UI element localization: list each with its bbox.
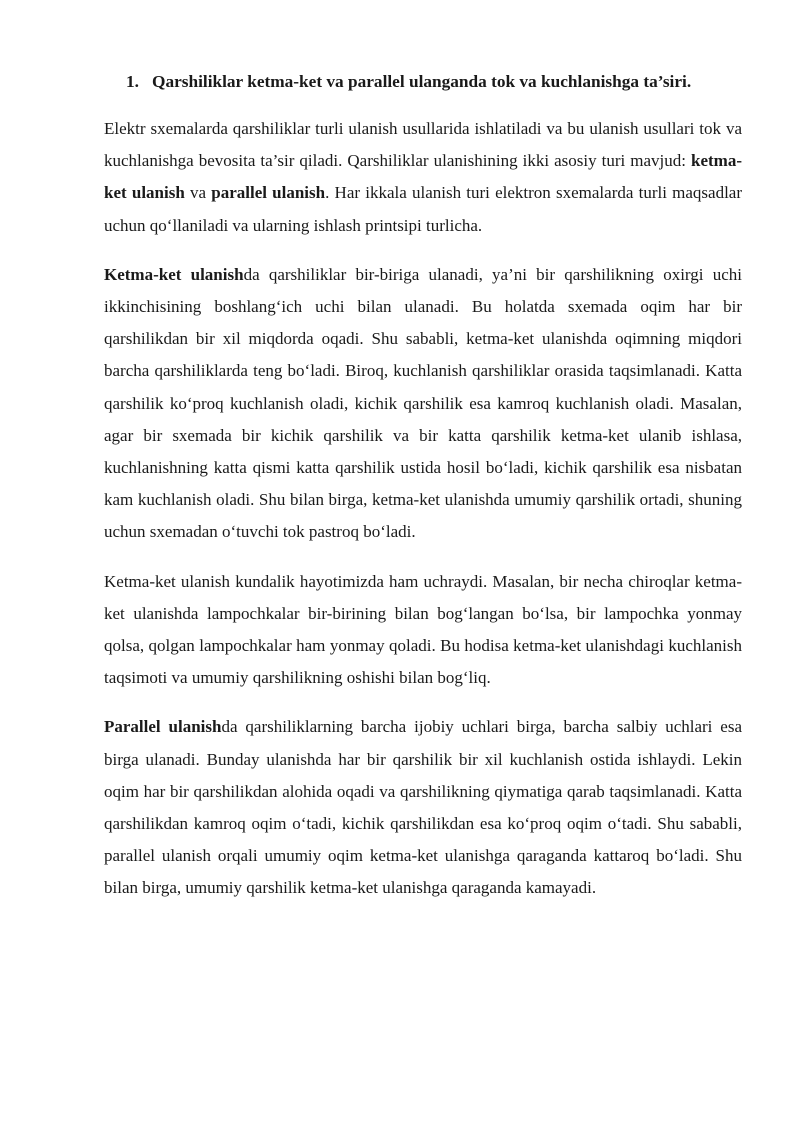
paragraph-text: da qarshiliklarning barcha ijobiy uchlari birga, barcha salbiy uchlari esa birga ulanadi. Bunday ulanishda har bir qarshilik bir xil kuchlanish ostida ishlaydi. Lekin oqim har bir qarshilikdan alohida oqadi va qarshilikning qiymatiga qarab taqsimlanadi. Katta qarshilikdan kamroq oqim o‘tadi, kichik qarshilikdan esa ko‘proq oqim o‘tadi. Shu sababli, parallel ulanish orqali umumiy oqim ketma-ket ulanishga qaraganda kattaroq bo‘ladi. Shu bilan birga, umumiy qarshilik ketma-ket ulanishga qaraganda kamayadi. [104, 717, 742, 898]
paragraph-text: da qarshiliklar bir-biriga ulanadi, ya’ni bir qarshilikning oxirgi uchi ikkinchisining boshlang‘ich uchi bilan ulanadi. Bu holatda sxemada oqim har bir qarshilikdan bir xil miqdorda oqadi. Shu sababli, ketma-ket ulanishda oqimning miqdori barcha qarshiliklarda teng bo‘ladi. Biroq, kuchlanish qarshiliklar orasida taqsimlanadi. Katta qarshilik ko‘proq kuchlanish oladi, kichik qarshilik esa kamroq kuchlanish oladi. Masalan, agar bir sxemada bir kichik qarshilik va bir katta qarshilik ketma-ket ulanib ishlasa, kuchlanishning katta qismi katta qarshilik ustida hosil bo‘ladi, kichik qarshilik esa nisbatan kam kuchlanish oladi. Shu bilan birga, ketma-ket ulanishda umumiy qarshilik ortadi, shuning uchun sxemadan o‘tuvchi tok pastroq bo‘ladi. [104, 264, 742, 542]
paragraph-intro [104, 113, 742, 242]
term-parallel: Parallel ulanish [104, 717, 222, 737]
paragraph-series [104, 259, 742, 549]
document-page [104, 70, 742, 922]
term-series-connection: ketma-ket ulanish [104, 151, 742, 203]
paragraph-text: . Har ikkala ulanish turi elektron sxemalarda turli maqsadlar uchun qo‘llaniladi va ularning ishlash printsipi turlicha. [104, 183, 742, 235]
paragraph-text: Elektr sxemalarda qarshiliklar turli ulanish usullarida ishlatiladi va bu ulanish usullari tok va kuchlanishga bevosita ta’sir qiladi. Qarshiliklar ulanishining ikki asosiy turi mavjud: [104, 119, 742, 171]
term-series: Ketma-ket ulanish [104, 264, 244, 284]
term-parallel-connection: parallel ulanish [211, 183, 326, 203]
paragraph-series-example [104, 566, 742, 695]
paragraph-parallel [104, 711, 742, 904]
paragraph-text: Ketma-ket ulanish kundalik hayotimizda ham uchraydi. Masalan, bir necha chiroqlar ketma-ket ulanishda lampochkalar bir-birining bilan bog‘langan bo‘lsa, bir lampochka yonmay qolsa, qolgan lampochkalar ham yonmay qoladi. Bu hodisa ketma-ket ulanishdagi kuchlanish taqsimoti va umumiy qarshilikning oshishi bilan bog‘liq. [104, 571, 742, 688]
heading-text: Qarshiliklar ketma-ket va parallel ulanganda tok va kuchlanishga ta’siri. [152, 72, 692, 91]
paragraph-text: va [184, 183, 212, 203]
section-heading [126, 70, 742, 94]
heading-number: 1. [126, 72, 139, 91]
